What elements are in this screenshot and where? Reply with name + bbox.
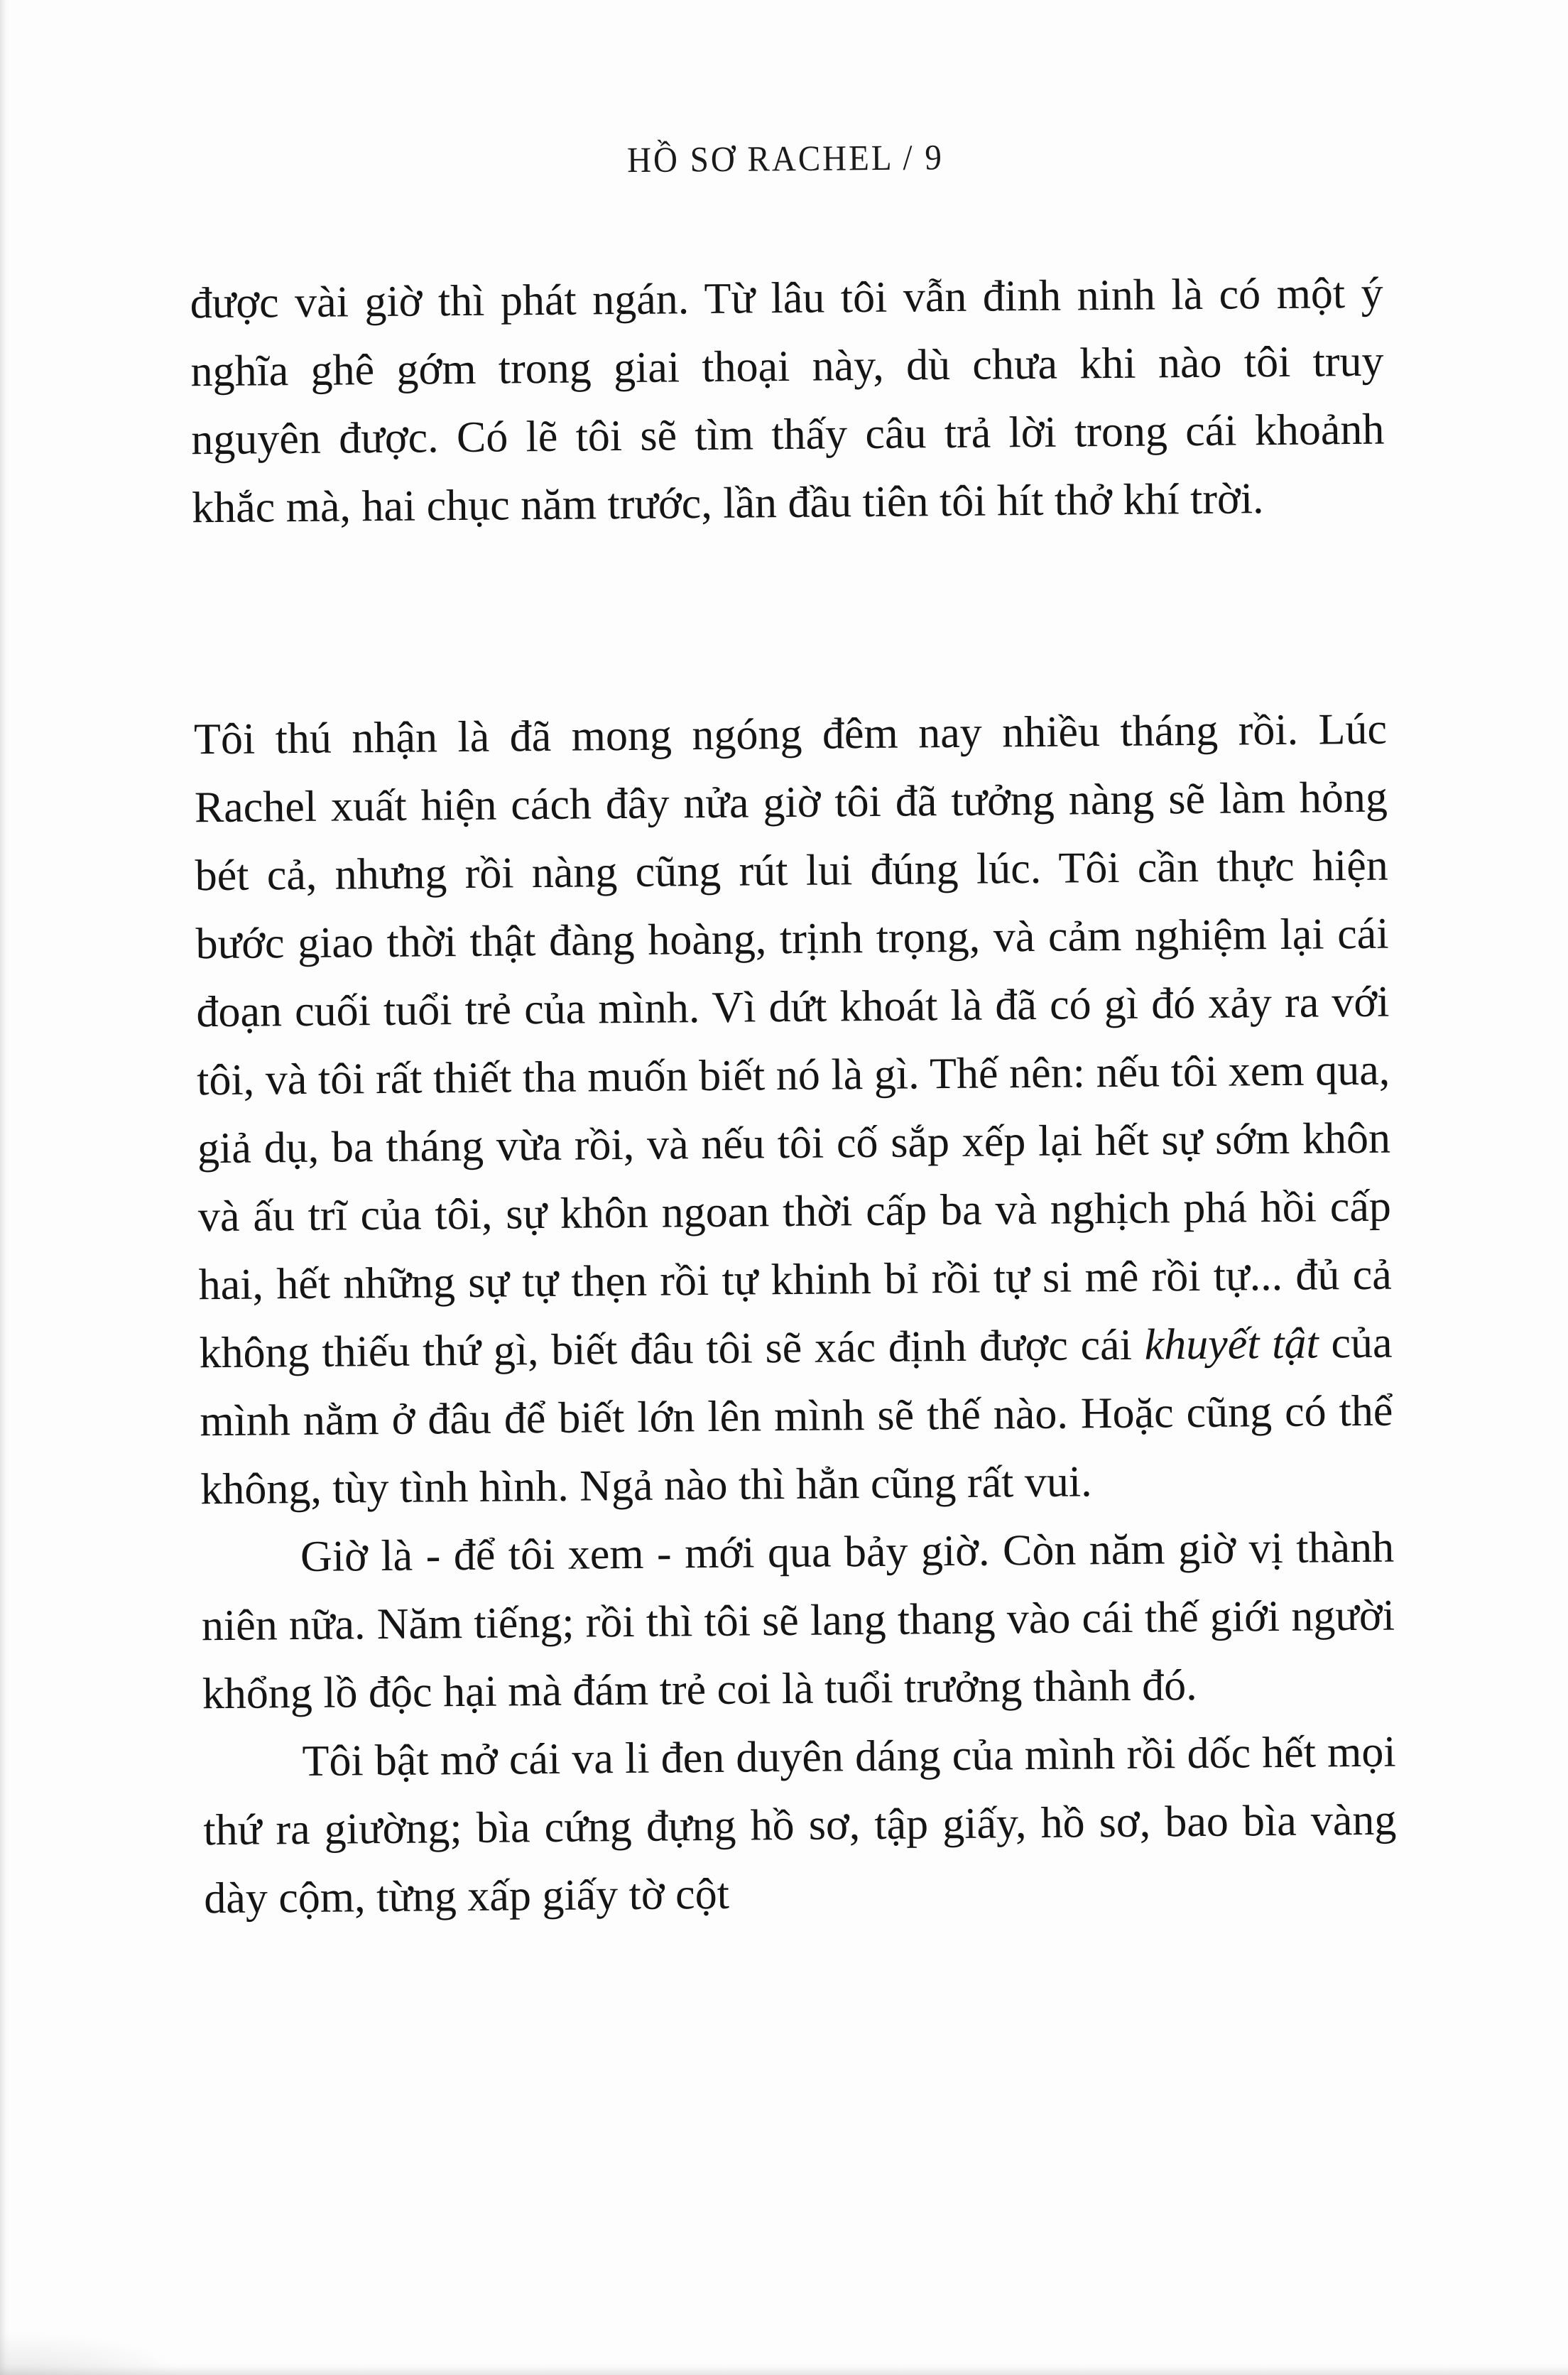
scan-edge-bottom [0, 2364, 1568, 2375]
paragraph-4: Tôi bật mở cái va li đen duyên dáng của mình rồi dốc hết mọi thứ ra giường; bìa cứng đựng hồ sơ, tập giấy, hồ sơ, bao bìa vàng dày cộm, từng xấp giấy tờ cột [203, 1727, 1397, 1923]
paragraph-2-italic-phrase: khuyết tật [1144, 1319, 1319, 1369]
page-content [187, 0, 1398, 1933]
paragraph-3: Giờ là - để tôi xem - mới qua bảy giờ. Còn năm giờ vị thành niên nữa. Năm tiếng; rồi thì tôi sẽ lang thang vào cái thế giới người khổng lồ độc hại mà đám trẻ coi là tuổi trưởng thành đó. [201, 1523, 1395, 1719]
running-header: HỒ SƠ RACHEL / 9 [626, 137, 944, 181]
scan-edge-left [0, 0, 10, 2375]
paragraph-2 [194, 695, 1394, 1524]
paragraph-2-text-before: Tôi thú nhận là đã mong ngóng đêm nay nhiều tháng rồi. Lúc Rachel xuất hiện cách đây nửa giờ tôi đã tưởng nàng sẽ làm hỏng bét cả, nhưng rồi nàng cũng rút lui đúng lúc. Tôi cần thực hiện bước giao thời thật đàng hoàng, trịnh trọng, và cảm nghiệm lại cái đoạn cuối tuổi trẻ của mình. Vì dứt khoát là đã có gì đó xảy ra với tôi, và tôi rất thiết tha muốn biết nó là gì. Thế nên: nếu tôi xem qua, giả dụ, ba tháng vừa rồi, và nếu tôi cố sắp xếp lại hết sự sớm khôn và ấu trĩ của tôi, sự khôn ngoan thời cấp ba và nghịch phá hồi cấp hai, hết những sự tự thẹn rồi tự khinh bỉ rồi tự si mê rồi tự... đủ cả không thiếu thứ gì, biết đâu tôi sẽ xác định được cái [193, 705, 1392, 1378]
paragraph-1: được vài giờ thì phát ngán. Từ lâu tôi vẫn đinh ninh là có một ý nghĩa ghê gớm trong giai thoại này, dù chưa khi nào tôi truy nguyên được. Có lẽ tôi sẽ tìm thấy câu trả lời trong cái khoảnh khắc mà, hai chục năm trước, lần đầu tiên tôi hít thở khí trời. [190, 268, 1385, 533]
paragraph-2-text-after: của mình nằm ở đâu để biết lớn lên mình sẽ thế nào. Hoặc cũng có thể không, tùy tình hình. Ngả nào thì hẳn cũng rất vui. [200, 1318, 1393, 1514]
scan-edge-corner [0, 2332, 185, 2375]
